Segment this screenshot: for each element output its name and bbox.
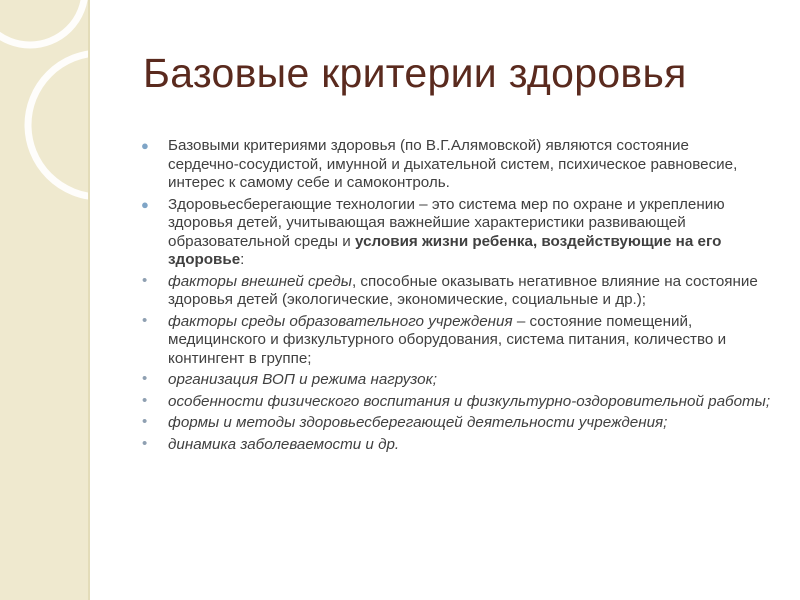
subbullet-item-external-factors bbox=[140, 273, 780, 310]
bullet-item-health-criteria bbox=[140, 137, 780, 193]
subbullet-italic-text: динамика заболеваемости и др. bbox=[168, 435, 400, 453]
subbullet-italic-text: организация ВОП и режима нагрузок; bbox=[168, 371, 438, 388]
subbullet-dot-icon: • bbox=[142, 271, 148, 289]
decorative-side-band bbox=[0, 0, 88, 600]
bullet-item-technologies bbox=[140, 196, 780, 270]
subbullet-text: – состояние помещений, медицинского и физкультурного оборудования, система питания, количество и контингент в группе; bbox=[168, 312, 727, 367]
subbullet-item-institution-factors bbox=[140, 313, 780, 369]
bullet-dot-icon: ● bbox=[141, 196, 149, 212]
subbullet-italic-text: формы и методы здоровьесберегающей деятельности учреждения; bbox=[168, 414, 668, 431]
decorative-arc-upper bbox=[0, 0, 85, 45]
bullet-dot-icon: ● bbox=[141, 138, 149, 153]
subbullet-item-methods bbox=[140, 414, 780, 433]
decorative-arcs bbox=[0, 0, 88, 260]
subbullet-italic-text: факторы среды образовательного учреждения bbox=[168, 312, 513, 330]
subbullet-item-organization bbox=[140, 371, 780, 390]
subbullet-italic-text: особенности физического воспитания и физкультурно-оздоровительной работы; bbox=[168, 392, 771, 410]
subbullet-dot-icon: • bbox=[142, 370, 148, 387]
subbullet-dot-icon: • bbox=[142, 413, 148, 430]
subbullet-italic-text: факторы внешней среды bbox=[168, 272, 352, 290]
decorative-arc-lower bbox=[28, 53, 88, 197]
subbullet-text: , способные оказывать негативное влияние на состояние здоровья детей (экологические, экономические, социальные и др.); bbox=[168, 272, 758, 308]
bullet-text: Базовыми критериями здоровья (по В.Г.Алямовской) являются состояние сердечно‑сосудистой, имунной и дыхательной систем, психическое равновесие, интерес к самому себе и самоконтроль. bbox=[168, 137, 738, 191]
subbullet-item-morbidity bbox=[140, 436, 780, 455]
subbullet-dot-icon: • bbox=[142, 391, 148, 409]
subbullet-dot-icon: • bbox=[142, 311, 148, 329]
slide-title: Базовые критерии здоровья bbox=[143, 50, 687, 96]
subbullet-dot-icon: • bbox=[142, 434, 148, 452]
bullet-text: Здоровьесберегающие технологии – это система мер по охране и укреплению здоровья детей, учитывающая важнейшие характеристики развивающей образовательной среды и bbox=[168, 195, 725, 250]
side-divider-line bbox=[88, 0, 90, 600]
subbullet-item-physical-education bbox=[140, 393, 780, 412]
bullet-bold-text: условия жизни ребенка, воздействующие на его здоровье bbox=[168, 232, 722, 268]
bullet-list bbox=[140, 137, 780, 454]
bullet-tail-text: : bbox=[240, 251, 245, 268]
